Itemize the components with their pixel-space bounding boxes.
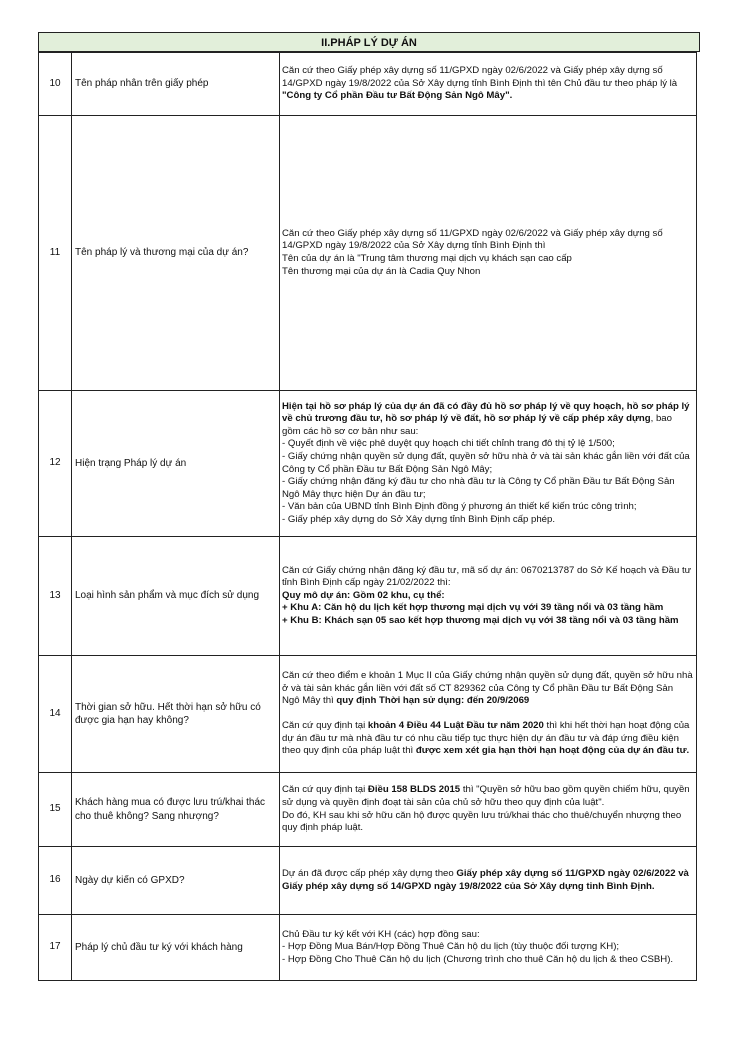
table-row [39,847,697,915]
text: thì khi hết thời hạn hoạt động của dự án đầu tư mà nhà đầu tư có nhu cầu tiếp tục thực hiện dự án đầu tư và đáp ứng điều kiện theo quy định của pháp luật thì [282,720,690,757]
row-content [280,656,697,773]
content-line [282,514,693,527]
legal-table-sheet [38,32,698,981]
content-line [282,451,693,476]
row-number: 15 [39,773,72,847]
content-line [282,784,693,809]
content-line [282,720,693,758]
text: Căn cứ Giấy chứng nhận đăng ký đầu tư, mã số dự án: 0670213787 do Sở Kế hoạch và Đầu tư tỉnh Bình Định cấp ngày 21/02/2022 thì: [282,564,692,589]
legal-table [38,52,697,981]
row-label: Tên pháp lý và thương mại của dự án? [72,116,280,391]
content-line [282,810,693,835]
text: - Văn bản của UBND tỉnh Bình Định đồng ý phương án thiết kế kiến trúc công trình; [282,501,637,513]
row-number: 10 [39,53,72,116]
content-line [282,590,693,603]
blank-line [282,708,693,721]
row-content [280,773,697,847]
text: , bao gồm các hồ sơ cơ bản như sau: [282,413,672,437]
text: - Hợp Đồng Cho Thuê Căn hộ du lịch (Chương trình cho thuê Căn hộ du lịch & theo CSBH). [282,953,674,965]
content-line [282,868,693,893]
content-line [282,266,693,279]
row-label: Tên pháp nhân trên giấy phép [72,53,280,116]
row-number: 12 [39,391,72,537]
content-line [282,501,693,514]
row-label: Loại hình sản phẩm và mục đích sử dụng [72,537,280,656]
text: Căn cứ theo Giấy phép xây dựng số 11/GPXD ngày 02/6/2022 và Giấy phép xây dựng số 14/GPXD ngày 19/8/2022 của Sở Xây dựng tỉnh Bình Định thì [282,227,663,252]
table-row [39,391,697,537]
content-line [282,476,693,501]
text: Căn cứ quy định tại [282,720,368,732]
row-content [280,53,697,116]
row-label: Khách hàng mua có được lưu trú/khai thác cho thuê không? Sang nhượng? [72,773,280,847]
text: Căn cứ quy định tại [282,784,368,796]
content-line [282,438,693,451]
text: - Quyết định về việc phê duyệt quy hoạch chi tiết chỉnh trang đô thị tỷ lệ 1/500; [282,438,615,450]
bold-text: Giấy phép xây dựng số 11/GPXD ngày 02/6/2022 và Giấy phép xây dựng số 14/GPXD ngày 19/8/2022 của Sở Xây dựng tỉnh Bình Định. [282,867,689,892]
table-row [39,773,697,847]
row-number: 14 [39,656,72,773]
bold-text: Hiện tại hồ sơ pháp lý của dự án đã có đầy đủ hồ sơ pháp lý về quy hoạch, hồ sơ pháp lý về chủ trương đầu tư, hồ sơ pháp lý về đất, hồ sơ pháp lý về cấp phép xây dựng [282,400,690,425]
text: - Giấy phép xây dựng do Sở Xây dựng tỉnh Bình Định cấp phép. [282,513,556,525]
text: Tên của dự án là "Trung tâm thương mại dịch vụ khách sạn cao cấp [282,253,572,264]
content-line [282,401,693,439]
table-row [39,656,697,773]
table-row [39,116,697,391]
bold-text: Quy mô dự án: Gồm 02 khu, cụ thể: [282,589,445,601]
text: - Giấy chứng nhận đăng ký đầu tư cho nhà đầu tư là Công ty Cổ phần Đầu tư Bất Động Sản Ngô Mây thực hiện Dự án đầu tư; [282,476,675,500]
row-number: 11 [39,116,72,391]
content-line [282,253,693,266]
row-content [280,915,697,981]
bold-text: được xem xét gia hạn thời hạn hoạt động của dự án đầu tư. [415,745,690,757]
text: Tên thương mại của dự án là Cadia Quy Nhon [282,265,481,277]
row-content [280,116,697,391]
text: Do đó, KH sau khi sở hữu căn hộ được quyền lưu trú/khai thác cho thuê/chuyển nhượng theo quy định pháp luật. [282,809,682,834]
table-row [39,53,697,116]
row-number: 13 [39,537,72,656]
text: - Giấy chứng nhận quyền sử dụng đất, quyền sở hữu nhà ở và tài sản khác gắn liền với đất của Công ty Cổ phần Đầu tư Bất Động Sản Ngô Mây; [282,450,690,475]
text: thì "Quyền sở hữu bao gồm quyền chiếm hữu, quyền sử dụng và quyền định đoạt tài sản của chủ sở hữu theo quy định của luật". [282,784,690,808]
bold-text: khoản 4 Điều 44 Luật Đầu tư năm 2020 [367,720,544,732]
content-line [282,228,693,253]
content-line [282,954,693,967]
content-line [282,929,693,942]
row-label: Thời gian sở hữu. Hết thời hạn sở hữu có được gia hạn hay không? [72,656,280,773]
row-content [280,391,697,537]
text: Chủ Đầu tư ký kết với KH (các) hợp đồng sau: [282,928,480,940]
row-number: 17 [39,915,72,981]
table-row [39,915,697,981]
content-line [282,670,693,708]
row-number: 16 [39,847,72,915]
section-header: II.PHÁP LÝ DỰ ÁN [38,32,700,52]
text: Căn cứ theo Giấy phép xây dựng số 11/GPXD ngày 02/6/2022 và Giấy phép xây dựng số 14/GPXD ngày 19/8/2022 của Sở Xây dựng tỉnh Bình Định thì tên Chủ đầu tư theo pháp lý là [282,65,678,89]
content-line [282,565,693,590]
content-line [282,941,693,954]
row-label: Hiện trạng Pháp lý dự án [72,391,280,537]
bold-text: + Khu A: Căn hộ du lịch kết hợp thương mại dịch vụ với 39 tầng nổi và 03 tầng hầm [282,602,664,614]
text: Dự án đã được cấp phép xây dựng theo [282,867,457,879]
content-line [282,602,693,615]
text: Căn cứ theo điểm e khoản 1 Mục II của Giấy chứng nhận quyền sử dụng đất, quyền sở hữu nhà ở và tài sản khác gắn liền với đất số CT 829362 của Công ty Cổ phần Đầu tư Bất Động Sản Ngô Mây thì [282,669,693,707]
bold-text: "Công ty Cổ phần Đầu tư Bất Động Sản Ngô Mây". [282,90,513,102]
content-line [282,615,693,628]
row-label: Pháp lý chủ đầu tư ký với khách hàng [72,915,280,981]
content-line [282,65,693,103]
bold-text: Điều 158 BLDS 2015 [367,784,461,796]
row-content [280,537,697,656]
bold-text: + Khu B: Khách sạn 05 sao kết hợp thương mại dịch vụ với 38 tầng nổi và 03 tầng hầm [282,614,679,626]
text: - Hợp Đồng Mua Bán/Hợp Đồng Thuê Căn hộ du lịch (tùy thuộc đối tượng KH); [282,941,620,953]
bold-text: quy định Thời hạn sử dụng: đến 20/9/2069 [336,695,530,707]
table-row [39,537,697,656]
row-label: Ngày dự kiến có GPXD? [72,847,280,915]
row-content [280,847,697,915]
